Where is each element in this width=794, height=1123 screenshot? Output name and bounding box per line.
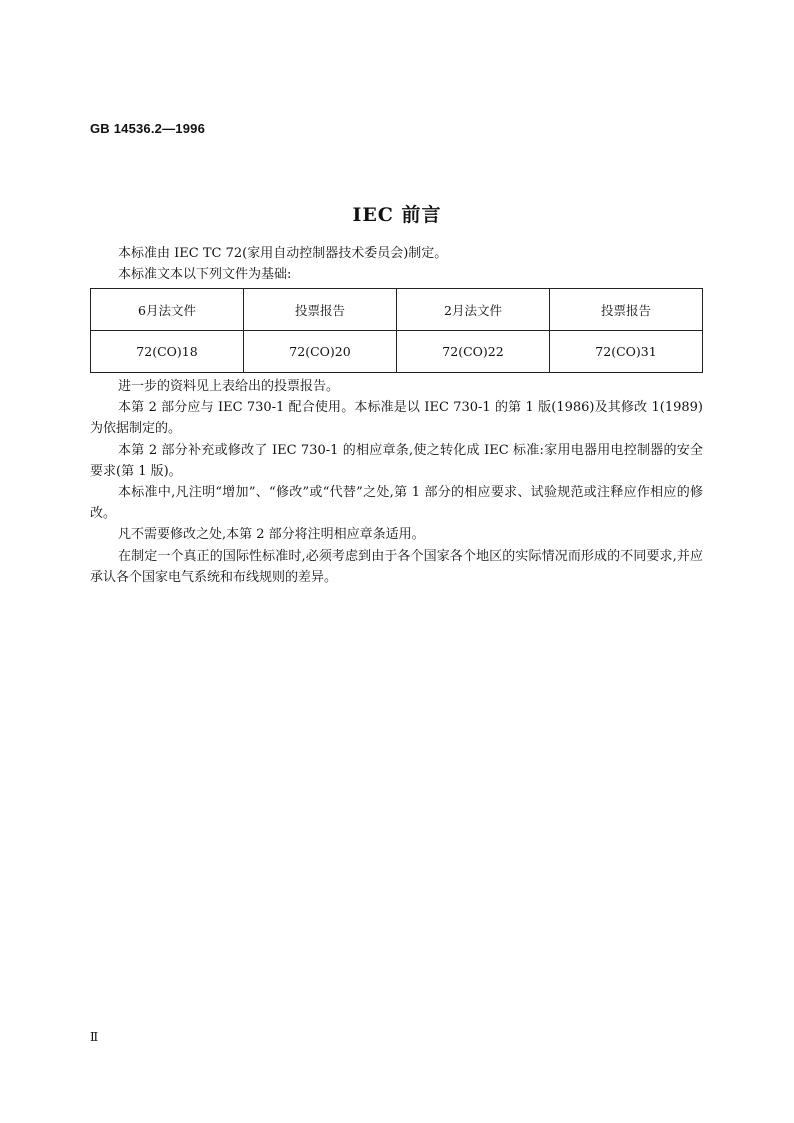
paragraph: 本标准中,凡注明“增加”、“修改”或“代替”之处,第 1 部分的相应要求、试验规范或注释应作相应的修改。 — [90, 485, 703, 522]
body-text — [90, 376, 703, 588]
table-header-row — [91, 289, 703, 331]
table-header-cell: 投票报告 — [550, 289, 703, 331]
paragraph: 本第 2 部分应与 IEC 730-1 配合使用。本标准是以 IEC 730-1 的第 1 版(1986)及其修改 1(1989)为依据制定的。 — [90, 400, 703, 437]
table-cell: 72(CO)18 — [91, 331, 244, 373]
table-cell: 72(CO)20 — [244, 331, 397, 373]
standard-number: GB 14536.2—1996 — [90, 121, 206, 136]
table-row — [91, 331, 703, 373]
document-basis-table — [90, 288, 703, 373]
table-header-cell: 6月法文件 — [91, 289, 244, 331]
paragraph: 进一步的资料见上表给出的投票报告。 — [118, 379, 340, 394]
paragraph: 在制定一个真正的国际性标准时,必须考虑到由于各个国家各个地区的实际情况而形成的不同要求,并应承认各个国家电气系统和布线规则的差异。 — [90, 548, 703, 585]
intro-line: 本标准文本以下列文件为基础: — [118, 267, 292, 282]
page-number: Ⅱ — [90, 1030, 99, 1044]
table-header-cell: 2月法文件 — [397, 289, 550, 331]
intro-line: 本标准由 IEC TC 72(家用自动控制器技术委员会)制定。 — [118, 246, 448, 261]
table-cell: 72(CO)31 — [550, 331, 703, 373]
table-cell: 72(CO)22 — [397, 331, 550, 373]
page-title: IEC 前言 — [352, 204, 442, 226]
paragraph: 凡不需要修改之处,本第 2 部分将注明相应章条适用。 — [118, 527, 425, 543]
table-header-cell: 投票报告 — [244, 289, 397, 331]
paragraph: 本第 2 部分补充或修改了 IEC 730-1 的相应章条,使之转化成 IEC 标准:家用电器用电控制器的安全要求(第 1 版)。 — [90, 442, 703, 479]
